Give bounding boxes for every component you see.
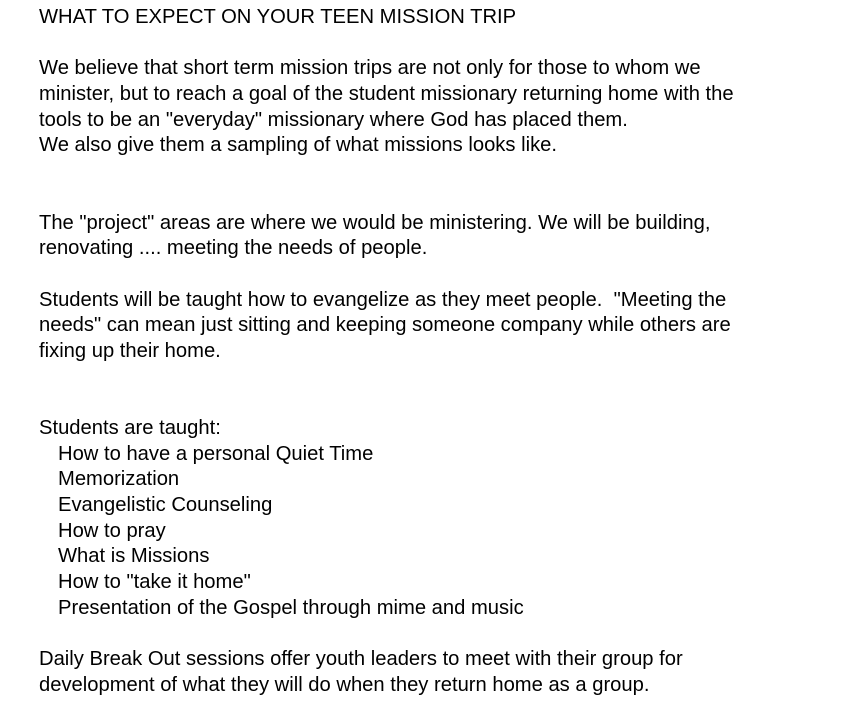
taught-item: Presentation of the Gospel through mime and music: [58, 596, 524, 619]
intro-line: minister, but to reach a goal of the student missionary returning home with the: [39, 83, 734, 106]
taught-heading: Students are taught:: [39, 417, 221, 440]
breakout-paragraph: [39, 647, 829, 698]
intro-line: We believe that short term mission trips are not only for those to whom we: [39, 57, 701, 80]
project-line: The "project" areas are where we would be ministering. We will be building,: [39, 211, 711, 234]
spacer: [39, 159, 829, 210]
intro-paragraph: [39, 56, 829, 159]
spacer: [39, 365, 829, 416]
breakout-line: Daily Break Out sessions offer youth leaders to meet with their group for: [39, 648, 683, 671]
document-title: WHAT TO EXPECT ON YOUR TEEN MISSION TRIP: [39, 6, 517, 28]
spacer: [39, 622, 829, 648]
spacer: [39, 31, 829, 57]
project-paragraph: [39, 211, 829, 262]
intro-line: tools to be an "everyday" missionary where God has placed them.: [39, 108, 628, 131]
spacer: [39, 262, 829, 288]
breakout-line: development of what they will do when they return home as a group.: [39, 673, 650, 696]
project-line: renovating .... meeting the needs of people.: [39, 237, 428, 260]
evangelize-paragraph: [39, 288, 829, 365]
document-page: [39, 5, 829, 699]
taught-section: [39, 416, 829, 622]
taught-item: Evangelistic Counseling: [58, 494, 273, 517]
evangelize-line: fixing up their home.: [39, 339, 221, 362]
taught-item: How to "take it home": [58, 571, 251, 594]
taught-list: [39, 442, 829, 622]
intro-line: We also give them a sampling of what missions looks like.: [39, 134, 557, 157]
evangelize-line: needs" can mean just sitting and keeping someone company while others are: [39, 314, 731, 337]
evangelize-line: Students will be taught how to evangelize as they meet people. "Meeting the: [39, 288, 727, 311]
taught-item: What is Missions: [58, 545, 210, 568]
taught-item: Memorization: [58, 468, 180, 491]
taught-item: How to have a personal Quiet Time: [58, 442, 374, 465]
taught-item: How to pray: [58, 519, 166, 542]
